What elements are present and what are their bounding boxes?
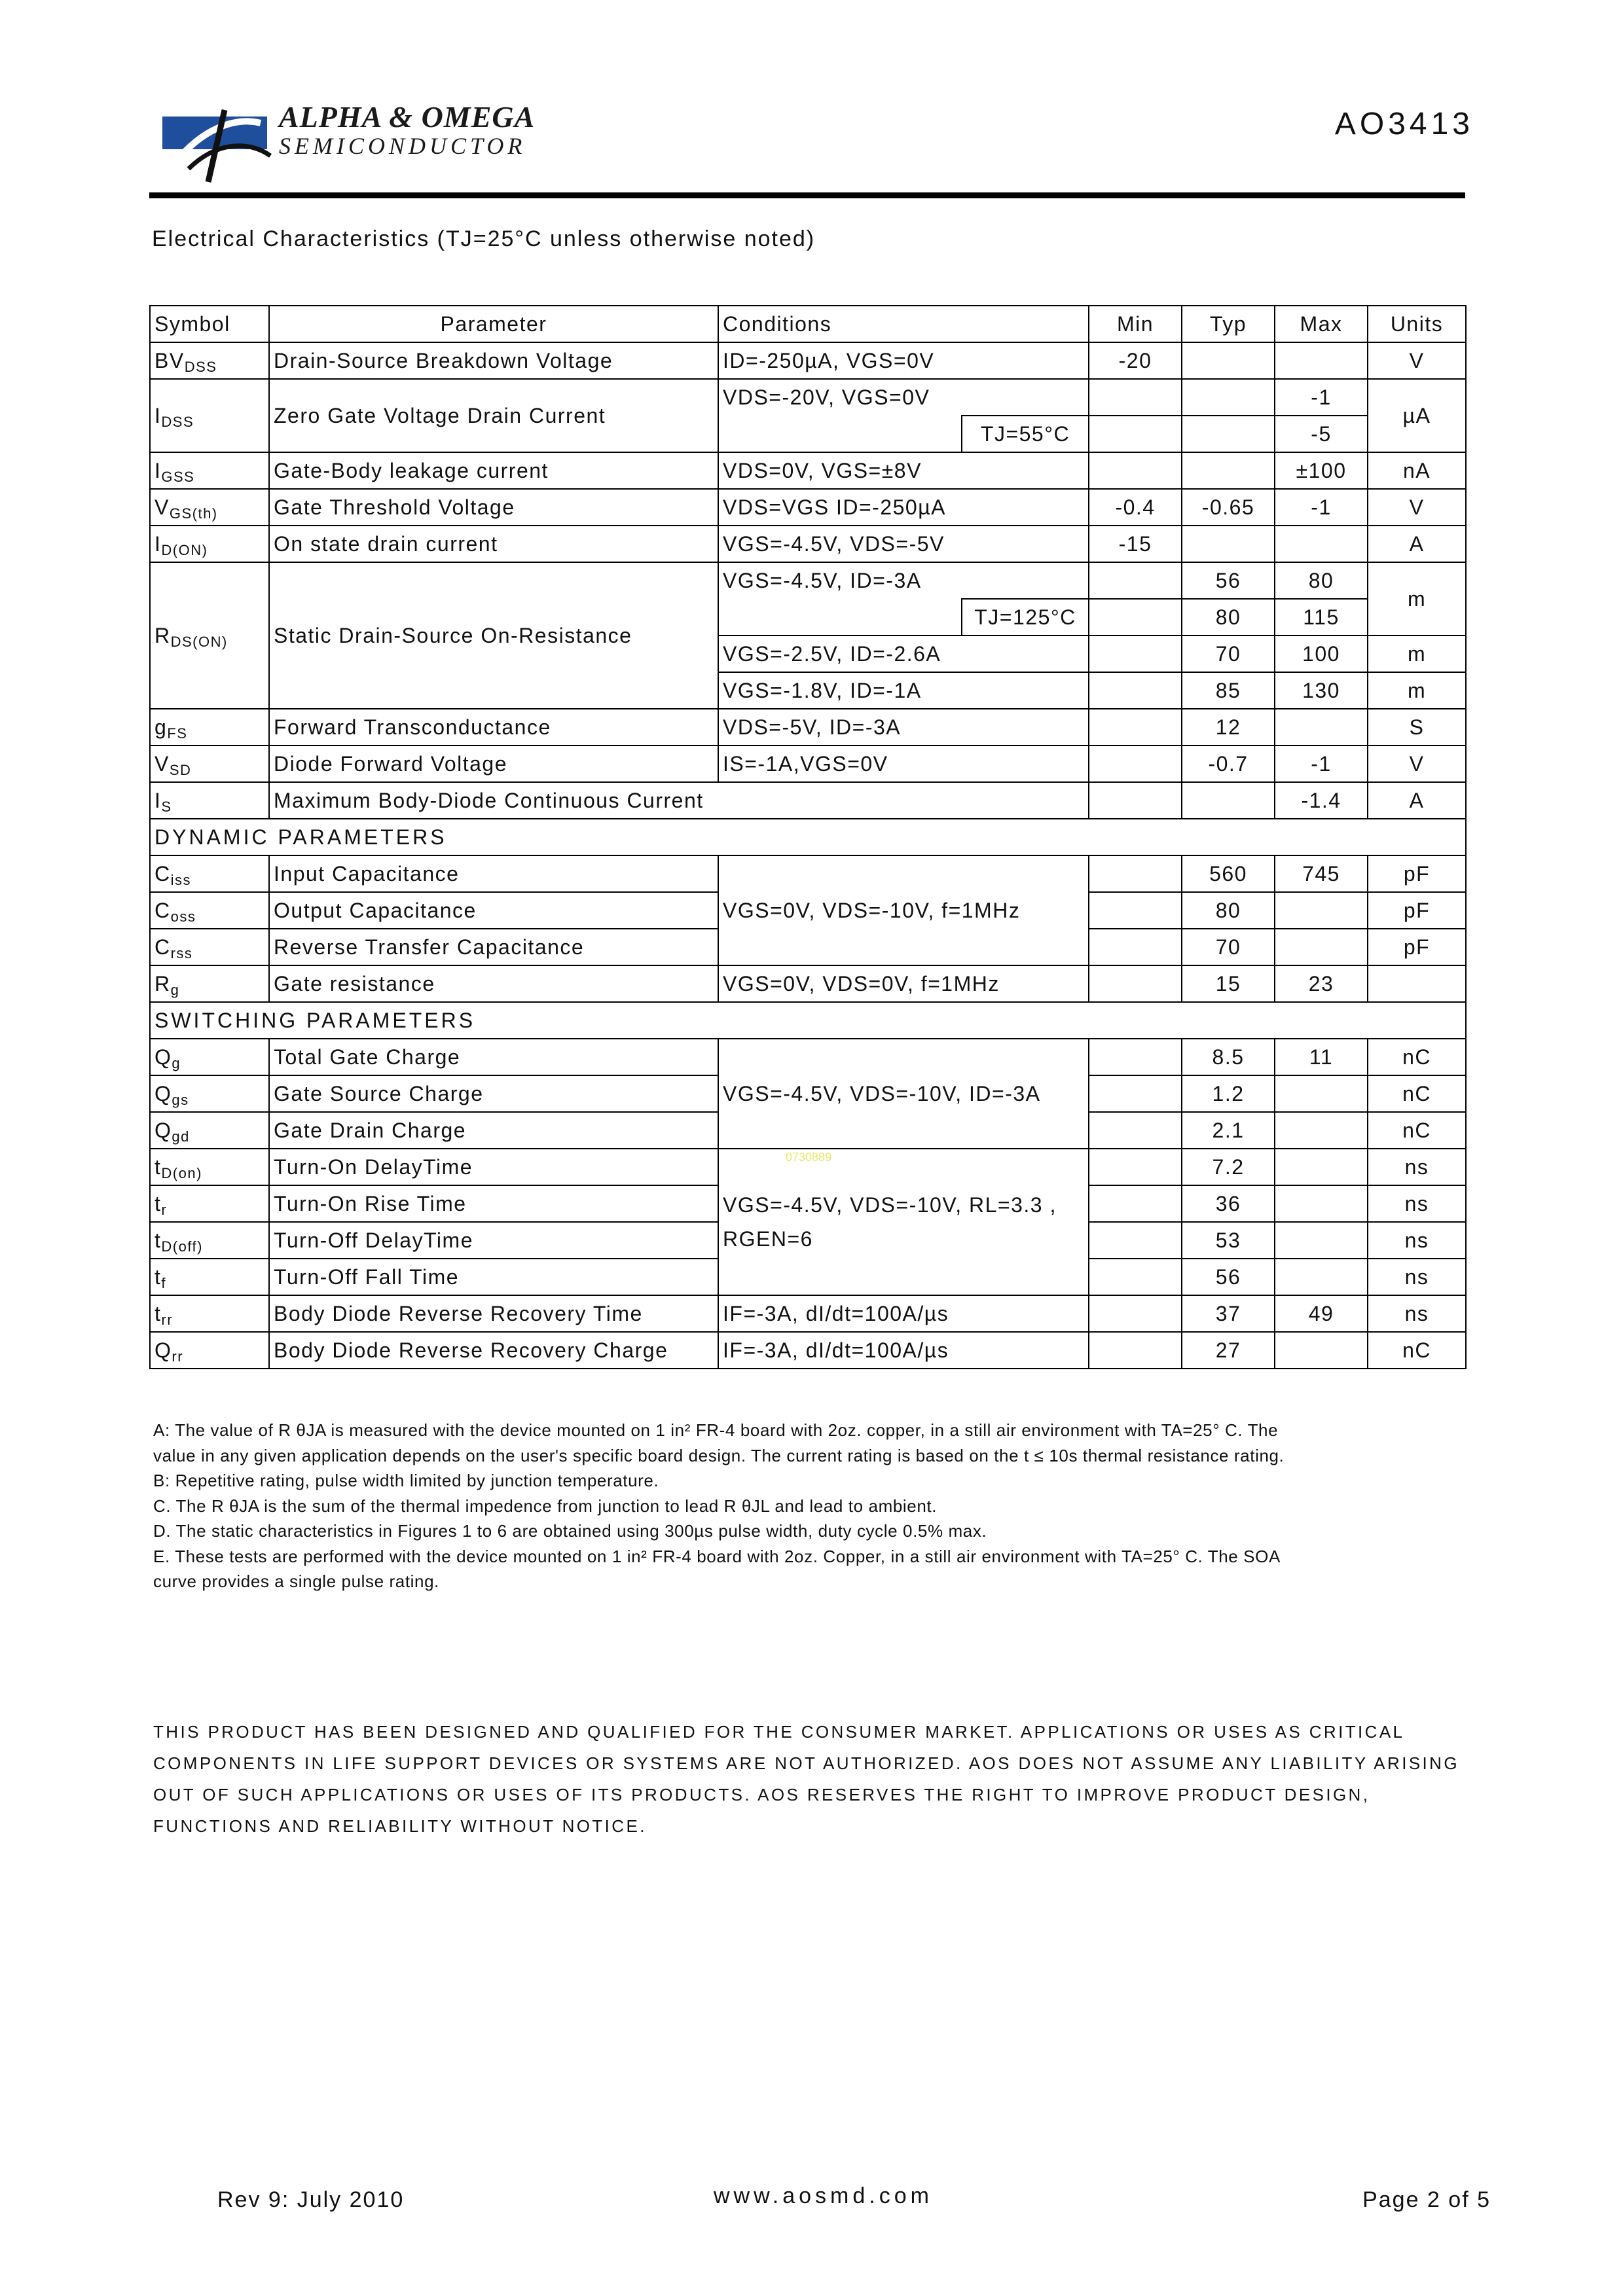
max-cell bbox=[1275, 1259, 1368, 1295]
table-row bbox=[150, 965, 1466, 1002]
table-row bbox=[150, 709, 1466, 745]
typ-cell: 85 bbox=[1182, 672, 1275, 709]
typ-cell: 56 bbox=[1182, 562, 1275, 599]
max-cell bbox=[1275, 1185, 1368, 1222]
max-cell: 49 bbox=[1275, 1295, 1368, 1332]
max-cell: 23 bbox=[1275, 965, 1368, 1002]
min-cell bbox=[1089, 452, 1182, 489]
min-cell: -15 bbox=[1089, 526, 1182, 562]
units-cell: V bbox=[1368, 745, 1466, 782]
typ-cell: 7.2 bbox=[1182, 1149, 1275, 1185]
table-row bbox=[150, 745, 1466, 782]
conditions-cell: IS=-1A,VGS=0V bbox=[718, 745, 1089, 782]
units-cell: nC bbox=[1368, 1112, 1466, 1149]
parameter-cell: Static Drain-Source On-Resistance bbox=[269, 562, 718, 709]
typ-cell: 80 bbox=[1182, 599, 1275, 636]
conditions-cell: VGS=0V, VDS=0V, f=1MHz bbox=[718, 965, 1089, 1002]
conditions-cell: VGS=-4.5V, VDS=-10V, RL=3.3 , RGEN=6 bbox=[718, 1149, 1089, 1295]
table-row bbox=[150, 489, 1466, 526]
parameter-cell: Maximum Body-Diode Continuous Current bbox=[269, 782, 1089, 819]
units-cell: ns bbox=[1368, 1149, 1466, 1185]
symbol-cell: $BV_{DSS}$ bbox=[150, 342, 269, 379]
typ-cell: 12 bbox=[1182, 709, 1275, 745]
max-cell bbox=[1275, 709, 1368, 745]
conditions-cell: VGS=0V, VDS=-10V, f=1MHz bbox=[718, 855, 1089, 965]
max-cell: 115 bbox=[1275, 599, 1368, 636]
section-row bbox=[150, 819, 1466, 855]
max-cell: -1 bbox=[1275, 745, 1368, 782]
typ-cell bbox=[1182, 782, 1275, 819]
parameter-cell: Gate Source Charge bbox=[269, 1075, 718, 1112]
min-cell bbox=[1089, 1222, 1182, 1259]
max-cell: 100 bbox=[1275, 636, 1368, 672]
parameter-cell: Gate Threshold Voltage bbox=[269, 489, 718, 526]
units-cell: nC bbox=[1368, 1039, 1466, 1075]
units-cell: pF bbox=[1368, 855, 1466, 892]
typ-cell: 560 bbox=[1182, 855, 1275, 892]
conditions-cell: TJ=55°C bbox=[962, 416, 1089, 452]
symbol-cell: $Q_g$ bbox=[150, 1039, 269, 1075]
parameter-cell: Total Gate Charge bbox=[269, 1039, 718, 1075]
max-cell bbox=[1275, 892, 1368, 929]
symbol-cell: $I_S$ bbox=[150, 782, 269, 819]
parameter-cell: Zero Gate Voltage Drain Current bbox=[269, 379, 718, 452]
units-cell bbox=[1368, 965, 1466, 1002]
min-cell bbox=[1089, 782, 1182, 819]
part-number: AO3413 bbox=[1334, 107, 1474, 141]
units-cell: pF bbox=[1368, 892, 1466, 929]
parameter-cell: Gate resistance bbox=[269, 965, 718, 1002]
min-cell bbox=[1089, 929, 1182, 965]
min-cell bbox=[1089, 1039, 1182, 1075]
disclaimer bbox=[153, 1716, 1469, 1842]
min-cell bbox=[1089, 1075, 1182, 1112]
typ-cell: 8.5 bbox=[1182, 1039, 1275, 1075]
units-cell: V bbox=[1368, 342, 1466, 379]
symbol-cell: $C_{rss}$ bbox=[150, 929, 269, 965]
min-cell bbox=[1089, 745, 1182, 782]
conditions-cell: VGS=-4.5V, VDS=-5V bbox=[718, 526, 1089, 562]
min-cell bbox=[1089, 855, 1182, 892]
symbol-cell: $C_{oss}$ bbox=[150, 892, 269, 929]
conditions-cell: VDS=-5V, ID=-3A bbox=[718, 709, 1089, 745]
units-cell: ns bbox=[1368, 1295, 1466, 1332]
units-cell: ns bbox=[1368, 1259, 1466, 1295]
max-cell bbox=[1275, 342, 1368, 379]
typ-cell: 37 bbox=[1182, 1295, 1275, 1332]
table-row bbox=[150, 1295, 1466, 1332]
min-cell bbox=[1089, 636, 1182, 672]
footnote-line: E. These tests are performed with the device mounted on 1 in² FR-4 board with 2oz. Copper, in a still air environment with TA=25° C. The SOA bbox=[153, 1546, 1281, 1566]
conditions-cell: TJ=125°C bbox=[962, 599, 1089, 636]
units-cell: ns bbox=[1368, 1222, 1466, 1259]
conditions-cell: VDS=VGS ID=-250µA bbox=[718, 489, 1089, 526]
typ-cell bbox=[1182, 452, 1275, 489]
footnote-line: value in any given application depends on the user's specific board design. The current rating is based on the t ≤ 10s thermal resistance rating. bbox=[153, 1445, 1285, 1465]
parameter-cell: Gate Drain Charge bbox=[269, 1112, 718, 1149]
units-cell: A bbox=[1368, 526, 1466, 562]
footer-page-number: Page 2 of 5 bbox=[1362, 2187, 1491, 2212]
units-cell: ns bbox=[1368, 1185, 1466, 1222]
units-cell: S bbox=[1368, 709, 1466, 745]
max-cell: -1.4 bbox=[1275, 782, 1368, 819]
symbol-cell: $t_{rr}$ bbox=[150, 1295, 269, 1332]
typ-cell: 56 bbox=[1182, 1259, 1275, 1295]
units-cell: m bbox=[1368, 672, 1466, 709]
table-row bbox=[150, 562, 1466, 599]
header-rule bbox=[149, 192, 1465, 198]
min-cell bbox=[1089, 1185, 1182, 1222]
table-row bbox=[150, 855, 1466, 892]
parameter-cell: Gate-Body leakage current bbox=[269, 452, 718, 489]
typ-cell bbox=[1182, 416, 1275, 452]
table-row bbox=[150, 379, 1466, 416]
parameter-cell: On state drain current bbox=[269, 526, 718, 562]
max-cell: -5 bbox=[1275, 416, 1368, 452]
footnote-line: B: Repetitive rating, pulse width limited by junction temperature. bbox=[153, 1471, 659, 1490]
footnote-line: C. The R θJA is the sum of the thermal impedence from junction to lead R θJL and lead to ambient. bbox=[153, 1496, 938, 1516]
footer-url-link[interactable]: www.aosmd.com bbox=[714, 2183, 933, 2208]
units-cell: nA bbox=[1368, 452, 1466, 489]
min-cell bbox=[1089, 379, 1182, 416]
conditions-spacer bbox=[718, 416, 962, 452]
max-cell bbox=[1275, 1112, 1368, 1149]
conditions-cell: ID=-250µA, VGS=0V bbox=[718, 342, 1089, 379]
section-title: Electrical Characteristics (TJ=25°C unless otherwise noted) bbox=[152, 226, 816, 251]
symbol-cell: $V_{SD}$ bbox=[150, 745, 269, 782]
units-cell: m bbox=[1368, 636, 1466, 672]
symbol-cell: $I_{DSS}$ bbox=[150, 379, 269, 452]
min-cell bbox=[1089, 672, 1182, 709]
min-cell: -0.4 bbox=[1089, 489, 1182, 526]
symbol-cell: $t_r$ bbox=[150, 1185, 269, 1222]
disclaimer-line: THIS PRODUCT HAS BEEN DESIGNED AND QUALIFIED FOR THE CONSUMER MARKET. APPLICATIONS OR USES AS CRITICAL bbox=[153, 1722, 1405, 1742]
typ-cell: -0.7 bbox=[1182, 745, 1275, 782]
symbol-cell: $V_{GS(th)}$ bbox=[150, 489, 269, 526]
disclaimer-line: OUT OF SUCH APPLICATIONS OR USES OF ITS PRODUCTS. AOS RESERVES THE RIGHT TO IMPROVE PRODUCT DESIGN, bbox=[153, 1785, 1370, 1804]
max-cell bbox=[1275, 1075, 1368, 1112]
header-conditions: Conditions bbox=[718, 306, 1089, 342]
max-cell: 80 bbox=[1275, 562, 1368, 599]
min-cell bbox=[1089, 1332, 1182, 1369]
section-row bbox=[150, 1002, 1466, 1039]
min-cell bbox=[1089, 1112, 1182, 1149]
symbol-cell: $Q_{gd}$ bbox=[150, 1112, 269, 1149]
symbol-cell: $g_{FS}$ bbox=[150, 709, 269, 745]
conditions-cell: VDS=-20V, VGS=0V bbox=[718, 379, 1089, 416]
table-header-row bbox=[150, 306, 1466, 342]
max-cell: 130 bbox=[1275, 672, 1368, 709]
table-row bbox=[150, 342, 1466, 379]
table-row bbox=[150, 452, 1466, 489]
units-cell: m bbox=[1368, 562, 1466, 636]
typ-cell: 27 bbox=[1182, 1332, 1275, 1369]
typ-cell: 80 bbox=[1182, 892, 1275, 929]
typ-cell: 1.2 bbox=[1182, 1075, 1275, 1112]
min-cell bbox=[1089, 1149, 1182, 1185]
units-cell: V bbox=[1368, 489, 1466, 526]
units-cell: nC bbox=[1368, 1332, 1466, 1369]
disclaimer-line: COMPONENTS IN LIFE SUPPORT DEVICES OR SYSTEMS ARE NOT AUTHORIZED. AOS DOES NOT ASSUME ANY LIABILITY ARISING bbox=[153, 1753, 1459, 1773]
conditions-cell: VGS=-2.5V, ID=-2.6A bbox=[718, 636, 1089, 672]
symbol-cell: $I_{GSS}$ bbox=[150, 452, 269, 489]
max-cell bbox=[1275, 1149, 1368, 1185]
header-units: Units bbox=[1368, 306, 1466, 342]
switching-parameters-heading: SWITCHING PARAMETERS bbox=[150, 1002, 1466, 1039]
parameter-cell: Input Capacitance bbox=[269, 855, 718, 892]
conditions-cell: VGS=-1.8V, ID=-1A bbox=[718, 672, 1089, 709]
table-row bbox=[150, 1332, 1466, 1369]
parameter-cell: Turn-Off DelayTime bbox=[269, 1222, 718, 1259]
typ-cell: 36 bbox=[1182, 1185, 1275, 1222]
max-cell bbox=[1275, 1222, 1368, 1259]
conditions-cell: VDS=0V, VGS=±8V bbox=[718, 452, 1089, 489]
symbol-cell: $R_{DS(ON)}$ bbox=[150, 562, 269, 709]
symbol-cell: $t_{D(off)}$ bbox=[150, 1222, 269, 1259]
min-cell bbox=[1089, 965, 1182, 1002]
typ-cell: 15 bbox=[1182, 965, 1275, 1002]
symbol-cell: $t_f$ bbox=[150, 1259, 269, 1295]
units-cell: A bbox=[1368, 782, 1466, 819]
watermark-text: 0730889 bbox=[786, 1151, 832, 1164]
header-min: Min bbox=[1089, 306, 1182, 342]
table-row bbox=[150, 1039, 1466, 1075]
min-cell bbox=[1089, 892, 1182, 929]
typ-cell bbox=[1182, 526, 1275, 562]
min-cell bbox=[1089, 1295, 1182, 1332]
dynamic-parameters-heading: DYNAMIC PARAMETERS bbox=[150, 819, 1466, 855]
parameter-cell: Turn-On DelayTime bbox=[269, 1149, 718, 1185]
footnote-line: D. The static characteristics in Figures 1 to 6 are obtained using 300µs pulse width, duty cycle 0.5% max. bbox=[153, 1521, 987, 1541]
min-cell bbox=[1089, 416, 1182, 452]
min-cell bbox=[1089, 709, 1182, 745]
units-cell: nC bbox=[1368, 1075, 1466, 1112]
min-cell bbox=[1089, 1259, 1182, 1295]
footnote-line: A: The value of R θJA is measured with the device mounted on 1 in² FR-4 board with 2oz. copper, in a still air environment with TA=25° C. The bbox=[153, 1420, 1279, 1440]
typ-cell: 70 bbox=[1182, 929, 1275, 965]
units-cell: pF bbox=[1368, 929, 1466, 965]
disclaimer-line: FUNCTIONS AND RELIABILITY WITHOUT NOTICE. bbox=[153, 1816, 647, 1836]
symbol-cell: $Q_{rr}$ bbox=[150, 1332, 269, 1369]
header-symbol: Symbol bbox=[150, 306, 269, 342]
max-cell: -1 bbox=[1275, 489, 1368, 526]
conditions-cell: IF=-3A, dI/dt=100A/µs bbox=[718, 1332, 1089, 1369]
symbol-cell: $I_{D(ON)}$ bbox=[150, 526, 269, 562]
min-cell bbox=[1089, 562, 1182, 599]
min-cell bbox=[1089, 599, 1182, 636]
min-cell: -20 bbox=[1089, 342, 1182, 379]
electrical-characteristics-table bbox=[149, 305, 1467, 1369]
parameter-cell: Body Diode Reverse Recovery Charge bbox=[269, 1332, 718, 1369]
conditions-spacer bbox=[718, 599, 962, 636]
symbol-cell: $R_g$ bbox=[150, 965, 269, 1002]
table-row bbox=[150, 782, 1466, 819]
conditions-cell: VGS=-4.5V, VDS=-10V, ID=-3A bbox=[718, 1039, 1089, 1149]
units-cell: µA bbox=[1368, 379, 1466, 452]
header-parameter: Parameter bbox=[269, 306, 718, 342]
typ-cell bbox=[1182, 342, 1275, 379]
typ-cell: 2.1 bbox=[1182, 1112, 1275, 1149]
symbol-cell: $Q_{gs}$ bbox=[150, 1075, 269, 1112]
conditions-cell: IF=-3A, dI/dt=100A/µs bbox=[718, 1295, 1089, 1332]
max-cell: 11 bbox=[1275, 1039, 1368, 1075]
header-typ: Typ bbox=[1182, 306, 1275, 342]
typ-cell bbox=[1182, 379, 1275, 416]
parameter-cell: Output Capacitance bbox=[269, 892, 718, 929]
max-cell bbox=[1275, 526, 1368, 562]
footnotes bbox=[153, 1418, 1463, 1594]
parameter-cell: Turn-Off Fall Time bbox=[269, 1259, 718, 1295]
max-cell: -1 bbox=[1275, 379, 1368, 416]
parameter-cell: Forward Transconductance bbox=[269, 709, 718, 745]
brand-name: ALPHA & OMEGA bbox=[279, 100, 536, 134]
footnote-line: curve provides a single pulse rating. bbox=[153, 1571, 439, 1591]
parameter-cell: Body Diode Reverse Recovery Time bbox=[269, 1295, 718, 1332]
symbol-cell: $C_{iss}$ bbox=[150, 855, 269, 892]
conditions-cell: VGS=-4.5V, ID=-3A bbox=[718, 562, 1089, 599]
footer-revision: Rev 9: July 2010 bbox=[217, 2187, 405, 2212]
max-cell: 745 bbox=[1275, 855, 1368, 892]
typ-cell: -0.65 bbox=[1182, 489, 1275, 526]
table-row bbox=[150, 526, 1466, 562]
parameter-cell: Diode Forward Voltage bbox=[269, 745, 718, 782]
parameter-cell: Turn-On Rise Time bbox=[269, 1185, 718, 1222]
parameter-cell: Drain-Source Breakdown Voltage bbox=[269, 342, 718, 379]
parameter-cell: Reverse Transfer Capacitance bbox=[269, 929, 718, 965]
symbol-cell: $t_{D(on)}$ bbox=[150, 1149, 269, 1185]
typ-cell: 70 bbox=[1182, 636, 1275, 672]
max-cell bbox=[1275, 929, 1368, 965]
brand-subtitle: SEMICONDUCTOR bbox=[279, 133, 526, 159]
header-max: Max bbox=[1275, 306, 1368, 342]
typ-cell: 53 bbox=[1182, 1222, 1275, 1259]
max-cell bbox=[1275, 1332, 1368, 1369]
max-cell: ±100 bbox=[1275, 452, 1368, 489]
